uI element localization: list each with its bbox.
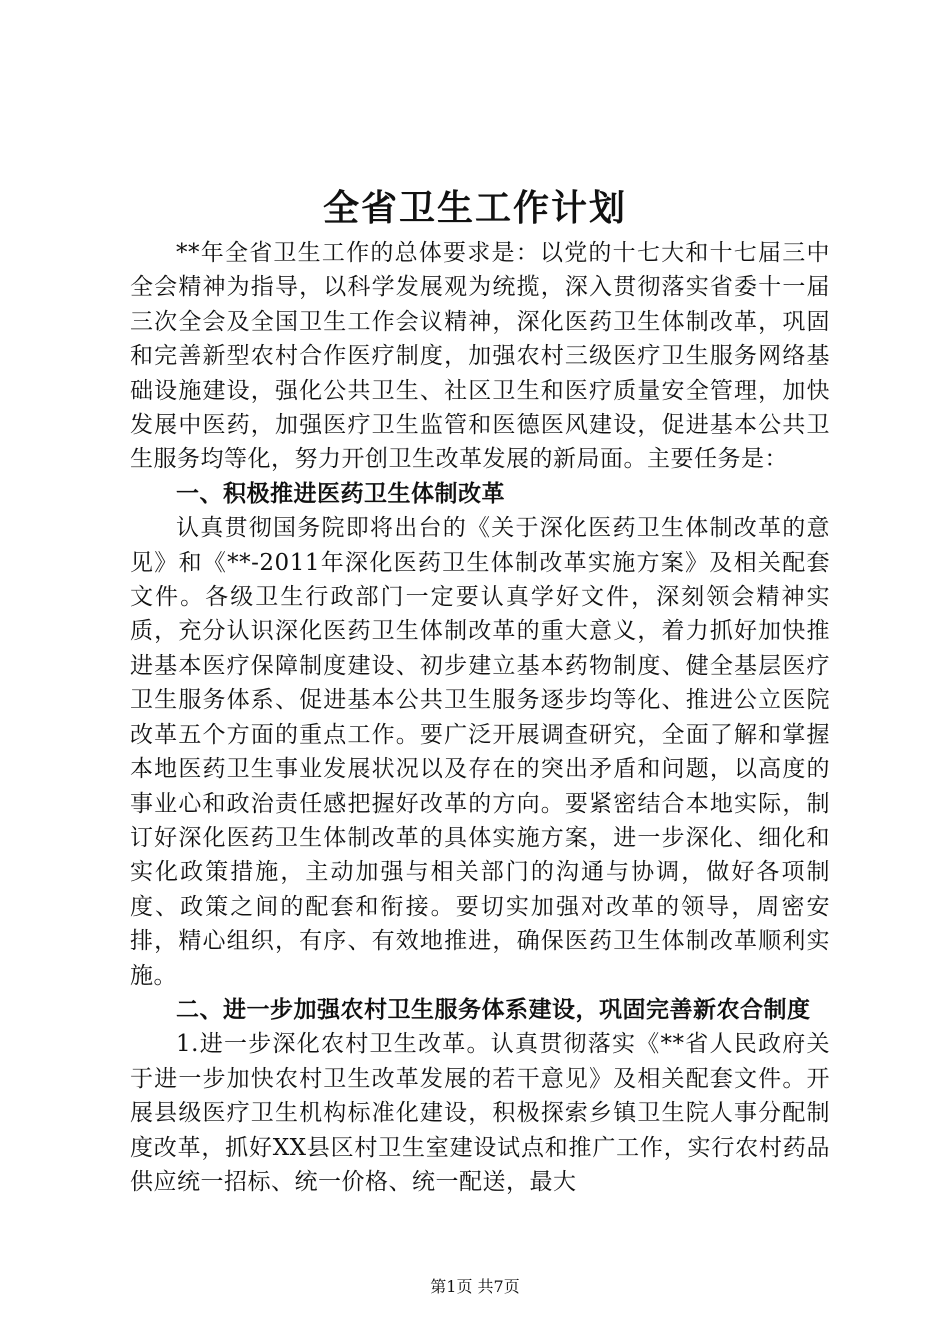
section-2-item-1-paragraph: 1.进一步深化农村卫生改革。认真贯彻落实《**省人民政府关于进一步加快农村卫生改革发展的若干意见》及相关配套文件。开展县级医疗卫生机构标准化建设，积极探索乡镇卫生院人事分配制度改革，抓好XX县区村卫生室建设试点和推广工作，实行农村药品供应统一招标、统一价格、统一配送，最大 (130, 1031, 830, 1195)
intro-paragraph: **年全省卫生工作的总体要求是：以党的十七大和十七届三中全会精神为指导，以科学发展观为统揽，深入贯彻落实省委十一届三次全会及全国卫生工作会议精神，深化医药卫生体制改革，巩固和完善新型农村合作医疗制度，加强农村三级医疗卫生服务网络基础设施建设，强化公共卫生、社区卫生和医疗质量安全管理，加快发展中医药，加强医疗卫生监管和医德医风建设，促进基本公共卫生服务均等化，努力开创卫生改革发展的新局面。主要任务是： (130, 240, 830, 473)
document-title: 全省卫生工作计划 (322, 187, 627, 229)
section-1-heading: 一、积极推进医药卫生体制改革 (176, 480, 505, 507)
document-body (130, 236, 830, 1199)
section-1-paragraph: 认真贯彻国务院即将出台的《关于深化医药卫生体制改革的意见》和《**-2011年深化医药卫生体制改革实施方案》及相关配套文件。各级卫生行政部门一定要认真学好文件，深刻领会精神实质，充分认识深化医药卫生体制改革的重大意义，着力抓好加快推进基本医疗保障制度建设、初步建立基本药物制度、健全基层医疗卫生服务体系、促进基本公共卫生服务逐步均等化、推进公立医院改革五个方面的重点工作。要广泛开展调查研究，全面了解和掌握本地医药卫生事业发展状况以及存在的突出矛盾和问题，以高度的事业心和政治责任感把握好改革的方向。要紧密结合本地实际，制订好深化医药卫生体制改革的具体实施方案，进一步深化、细化和实化政策措施，主动加强与相关部门的沟通与协调，做好各项制度、政策之间的配套和衔接。要切实加强对改革的领导，周密安排，精心组织，有序、有效地推进，确保医药卫生体制改革顺利实施。 (130, 515, 830, 989)
page-indicator: 第1页 共7页 (430, 1277, 520, 1296)
section-2-heading: 二、进一步加强农村卫生服务体系建设，巩固完善新农合制度 (176, 996, 811, 1023)
page-footer (0, 1276, 950, 1298)
